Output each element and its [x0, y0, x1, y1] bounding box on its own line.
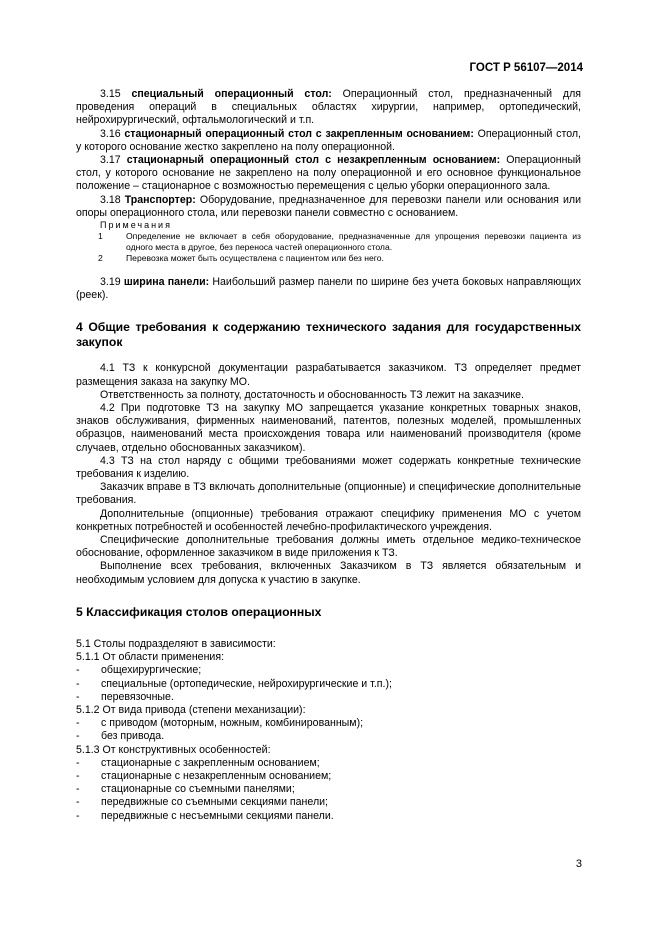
bullet-dash: -: [76, 717, 80, 730]
def-text: Операционный стол, у которого основание жестко закреплено на полу операционной.: [76, 127, 581, 153]
paragraph: 4.2 При подготовке ТЗ на закупку МО запрещается указание конкретных товарных знаков, знаков обслуживания, фирменных наименований, патентов, полезных моделей, промышленных образцов, наименований места происхождения товара или наименований производителя (кроме случаев, отдельно обоснованных заказчиком).: [76, 402, 581, 454]
paragraph: Дополнительные (опционные) требования отражают специфику применения МО с учетом конкретных потребностей и особенностей лечебно-профилактического учреждения.: [76, 507, 581, 533]
list-item-text: с приводом (моторным, ножным, комбинированным);: [101, 717, 364, 730]
list-item: [76, 770, 581, 783]
note-text: Определение не включает в себя оборудование, предназначенные для упрощения перевозки пациента из одного места в другое, без переноса частей операционного стола.: [126, 231, 581, 253]
note-number: 1: [98, 231, 103, 242]
list-item: [76, 691, 581, 704]
classification-intro: 5.1 Столы подразделяют в зависимости:: [76, 637, 276, 650]
paragraph: Ответственность за полноту, достаточность и обоснованность ТЗ лежит на заказчике.: [100, 388, 524, 401]
page-number: 3: [575, 858, 582, 870]
list-item: [76, 717, 581, 730]
paragraph: 4.3 ТЗ на стол наряду с общими требованиями может содержать конкретные технические требования к изделию.: [76, 454, 581, 481]
bullet-dash: -: [76, 796, 80, 809]
group-heading: 5.1.2 От вида привода (степени механизации):: [76, 703, 306, 716]
list-item-text: без привода.: [101, 730, 165, 743]
bullet-dash: -: [76, 690, 80, 703]
list-item: [76, 796, 581, 809]
list-item-text: стационарные со съемными панелями;: [101, 783, 295, 796]
list-item-text: общехирургические;: [101, 664, 202, 677]
definition-3-16: [76, 128, 581, 154]
def-num: 3.17: [100, 154, 121, 167]
bullet-dash: -: [76, 809, 80, 822]
definition-3-17: [76, 154, 581, 194]
def-num: 3.19: [100, 276, 121, 289]
bullet-dash: -: [76, 677, 80, 690]
notes-heading: Примечания: [100, 220, 172, 231]
bullet-dash: -: [76, 664, 80, 677]
note-number: 2: [98, 253, 103, 264]
bullet-dash: -: [76, 783, 80, 796]
def-num: 3.18: [100, 193, 121, 206]
list-item-text: специальные (ортопедические, нейрохирургические и т.п.);: [101, 677, 392, 690]
section-4-heading: 4 Общие требования к содержанию технического задания для государственных закупок: [76, 320, 581, 350]
note-item: [76, 253, 581, 264]
def-term: ширина панели:: [123, 276, 210, 289]
list-item: [76, 664, 581, 677]
definition-3-19: [76, 276, 581, 302]
list-item: [76, 757, 581, 770]
list-item: [76, 810, 581, 823]
def-text: Наибольший размер панели по ширине без учета боковых направляющих (реек).: [76, 276, 581, 302]
list-item: [76, 678, 581, 691]
definition-3-15: [76, 88, 581, 128]
group-heading: 5.1.1 От области применения:: [76, 651, 225, 664]
def-text: Операционный стол, предназначенный для проведения операций в специальных областях хирургии, например, ортопедический, нейрохирургический, офтальмологический и т.п.: [76, 88, 581, 127]
bullet-dash: -: [76, 756, 80, 769]
def-text: Операционный стол, у которого основание не закреплено на полу операционной и его основное функциональное положение – стационарное с возможностью перемещения с целью уборки операционного зала.: [76, 154, 581, 193]
page-body: [76, 88, 581, 823]
paragraph: Заказчик вправе в ТЗ включать дополнительные (опционные) и специфические дополнительные требования.: [76, 481, 581, 507]
doc-code-header: ГОСТ Р 56107—2014: [469, 62, 583, 74]
notes-block: [76, 220, 581, 264]
list-item-text: передвижные со съемными секциями панели;: [101, 796, 328, 809]
list-item-text: передвижные с несъемными секциями панели.: [101, 809, 334, 822]
bullet-dash: -: [76, 769, 80, 782]
section-5-heading: 5 Классификация столов операционных: [76, 604, 322, 619]
def-text: Оборудование, предназначенное для перевозки панели или основания или опоры операционного стола, или перевозки панели совместно с основанием.: [76, 193, 581, 219]
note-text: Перевозка может быть осуществлена с пациентом или без него.: [126, 253, 384, 264]
list-item-text: стационарные с незакрепленным основанием;: [101, 769, 332, 782]
def-num: 3.16: [100, 127, 121, 140]
list-item-text: стационарные с закрепленным основанием;: [101, 756, 320, 769]
paragraph: Специфические дополнительные требования должны иметь отдельное медико-техническое обоснование, оформленное заказчиком в виде приложения к ТЗ.: [76, 534, 581, 560]
group-heading: 5.1.3 От конструктивных особенностей:: [76, 743, 271, 756]
bullet-dash: -: [76, 730, 80, 743]
definition-3-18: [76, 194, 581, 220]
list-item: [76, 730, 581, 743]
def-num: 3.15: [100, 88, 121, 100]
note-item: [76, 231, 581, 253]
paragraph: Выполнение всех требования, включенных Заказчиком в ТЗ является обязательным и необходимым условием для допуска к участию в закупке.: [76, 560, 581, 586]
def-term: стационарный операционный стол с незакрепленным основанием:: [126, 154, 501, 167]
def-term: Транспортер:: [124, 193, 196, 206]
list-item: [76, 783, 581, 796]
list-item-text: перевязочные.: [101, 690, 174, 703]
def-term: специальный операционный стол:: [131, 88, 332, 100]
def-term: стационарный операционный стол с закрепленным основанием:: [124, 127, 474, 140]
paragraph: 4.1 ТЗ к конкурсной документации разрабатывается заказчиком. ТЗ определяет предмет размещения заказа на закупку МО.: [76, 362, 581, 388]
